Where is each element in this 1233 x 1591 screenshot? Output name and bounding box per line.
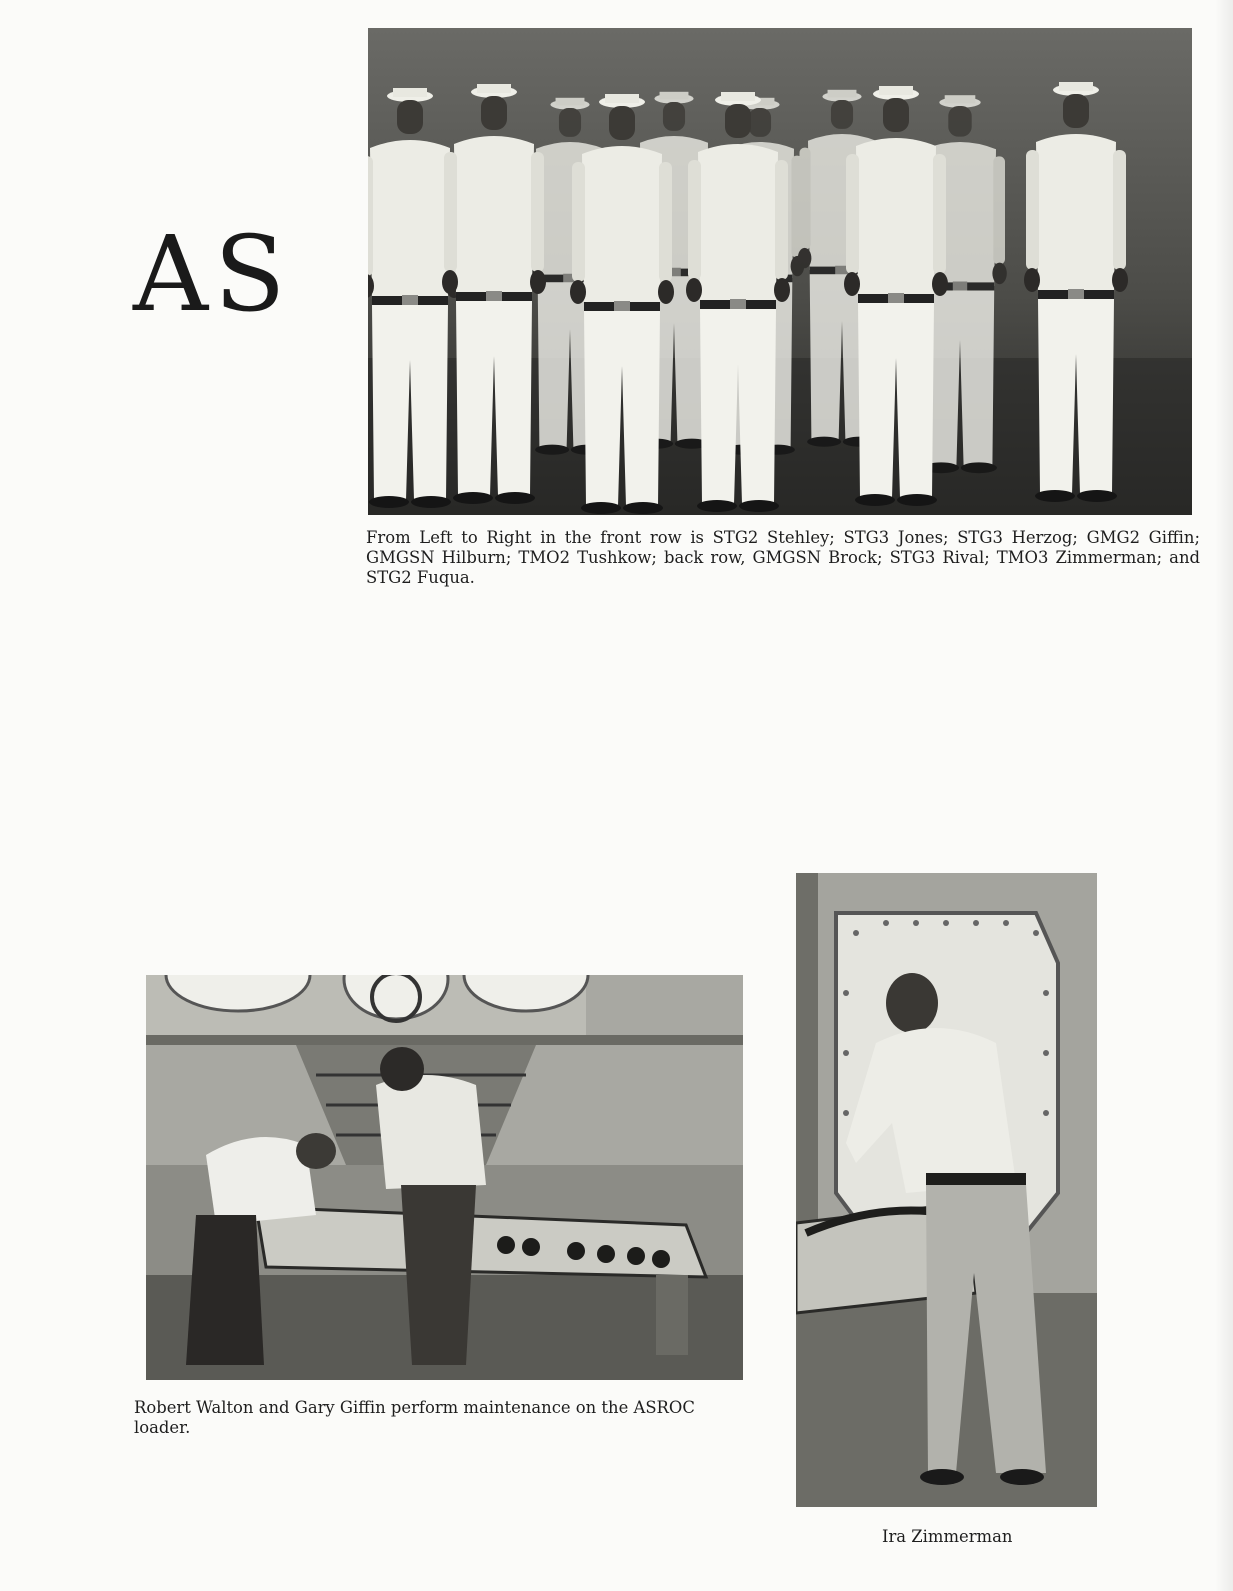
page-edge-shadow: [1215, 0, 1233, 1591]
asroc-loader-photo: [146, 975, 743, 1380]
crew-group-photo: [368, 28, 1192, 515]
section-title: AS: [133, 213, 292, 335]
zimmerman-photo: [796, 873, 1097, 1507]
zimmerman-photo-caption: Ira Zimmerman: [882, 1527, 1013, 1546]
loader-photo-caption: Robert Walton and Gary Giffin perform maintenance on the ASROC loader.: [134, 1398, 695, 1437]
crew-photo-caption: From Left to Right in the front row is STG2 Stehley; STG3 Jones; STG3 Herzog; GMG2 Giffin; GMGSN Hilburn; TMO2 Tushkow; back row, GMGSN Brock; STG3 Rival; TMO3 Zimmerman; and STG2 Fuqua.: [366, 528, 1200, 587]
